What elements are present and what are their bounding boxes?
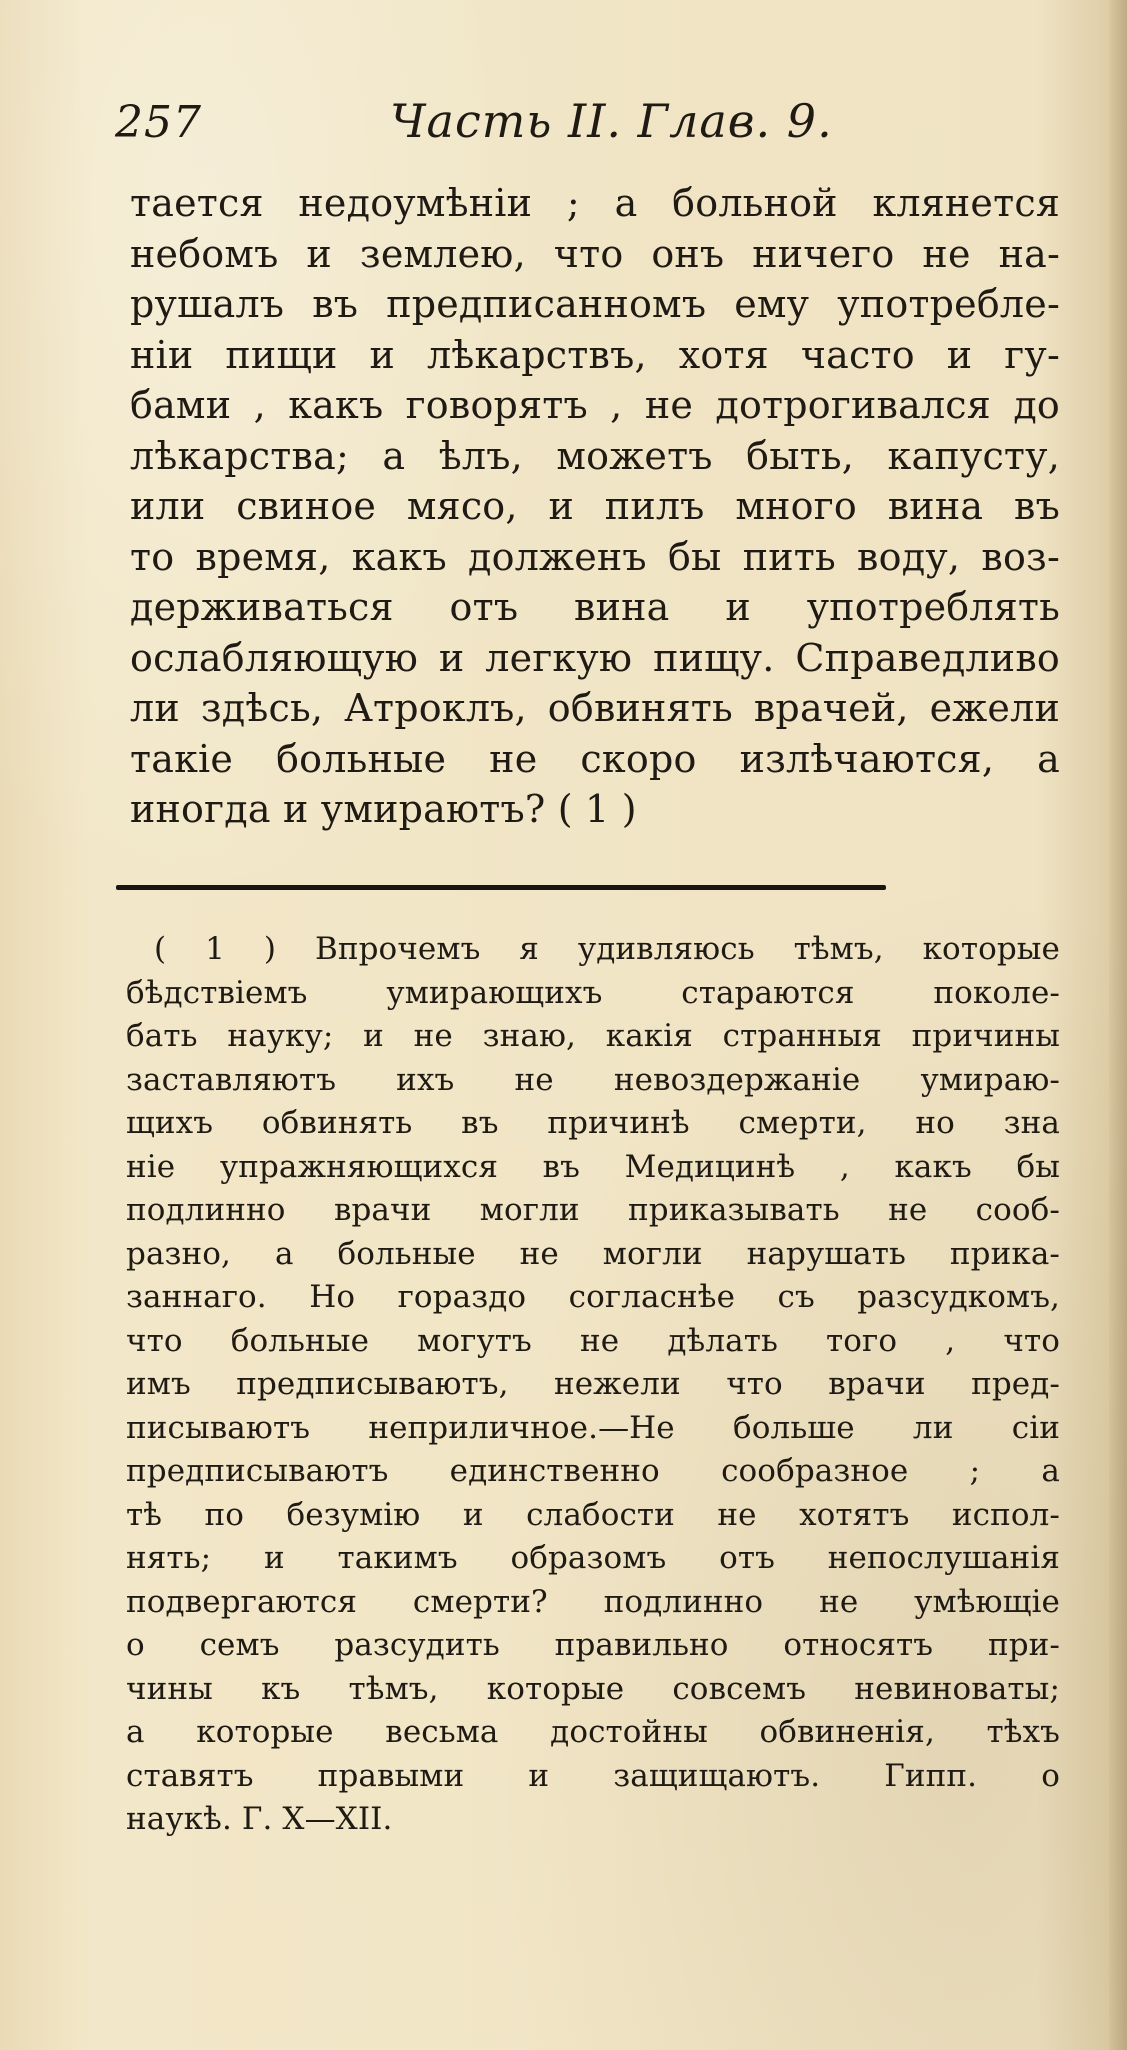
page-header [115,92,875,152]
page-edge-shadow [1109,0,1127,2050]
main-text-line: лѣкарства; а ѣлъ, можетъ быть, капусту, [130,433,1060,478]
main-text-line: ли здѣсь, Атроклъ, обвинять врачей, ежели [130,686,1060,730]
footnote-line: ставятъ правыми и защищаютъ. Гипп. о [126,1757,1060,1794]
main-text-line: небомъ и землею, что онъ ничего не на- [130,231,1060,276]
main-text-line: нiи пищи и лѣкарствъ, хотя часто и гу- [130,332,1060,377]
main-text-line: рушалъ въ предписанномъ ему употребле- [130,282,1060,326]
footnote-divider [116,885,886,890]
main-text-line: или свиное мясо, и пилъ много вина въ [130,484,1060,528]
footnote-line: заставляютъ ихъ не невоздержанiе умираю- [126,1061,1060,1098]
footnote-line: писываютъ неприличное.—Не больше ли сiи [126,1409,1060,1446]
footnote-line: предписываютъ единственно сообразное ; а [126,1453,1060,1489]
main-text-line: то время, какъ долженъ бы пить воду, воз- [130,534,1060,579]
main-paragraph [130,178,1060,835]
running-title: Часть II. Глав. 9. [390,94,833,148]
footnote-line: подвергаются смерти? подлинно не умѣющiе [126,1583,1060,1620]
page-number: 257 [115,97,202,148]
footnote-line: наукѣ. Г. X—XII. [126,1801,393,1837]
main-text-line: бами , какъ говорятъ , не дотрогивался до [130,383,1060,427]
footnote-line: имъ предписываютъ, нежели что врачи пред- [126,1366,1060,1402]
footnote-line: бѣдствiемъ умирающихъ стараются поколе- [126,974,1060,1011]
main-text-line: держиваться отъ вина и употреблять [130,585,1060,629]
main-text-line: тается недоумѣнiи ; а больной клянется [130,181,1060,225]
footnote-line: тѣ по безумiю и слабости не хотятъ испол- [126,1496,1060,1533]
main-text-line: ослабляющую и легкую пищу. Справедливо [130,635,1060,680]
footnote-line: разно, а больные не могли нарушать прика- [126,1235,1060,1272]
footnote-line: нять; и такимъ образомъ отъ непослушанiя [126,1540,1060,1576]
footnote-line: бать науку; и не знаю, какiя странныя причины [126,1018,1060,1054]
main-text-line: такiе больные не скоро излѣчаются, а [130,736,1060,781]
footnote-line: подлинно врачи могли приказывать не сооб- [126,1192,1060,1228]
footnote-line: о семъ разсудить правильно относятъ при- [126,1627,1060,1663]
footnote-line: заннаго. Но гораздо согласнѣе съ разсудкомъ, [126,1279,1060,1315]
main-text-line: иногда и умираютъ? ( 1 ) [130,787,637,831]
footnote-line: чины къ тѣмъ, которые совсемъ невиноваты; [126,1670,1060,1707]
footnote-line: ( 1 ) Впрочемъ я удивляюсь тѣмъ, которые [154,931,1060,967]
footnote-line: что больные могутъ не дѣлать того , что [126,1322,1060,1359]
footnote [126,928,1060,1842]
footnote-line: а которые весьма достойны обвиненiя, тѣхъ [126,1714,1060,1750]
footnote-line: щихъ обвинять въ причинѣ смерти, но зна [126,1105,1060,1141]
footnote-line: нiе упражняющихся въ Медицинѣ , какъ бы [126,1148,1060,1185]
